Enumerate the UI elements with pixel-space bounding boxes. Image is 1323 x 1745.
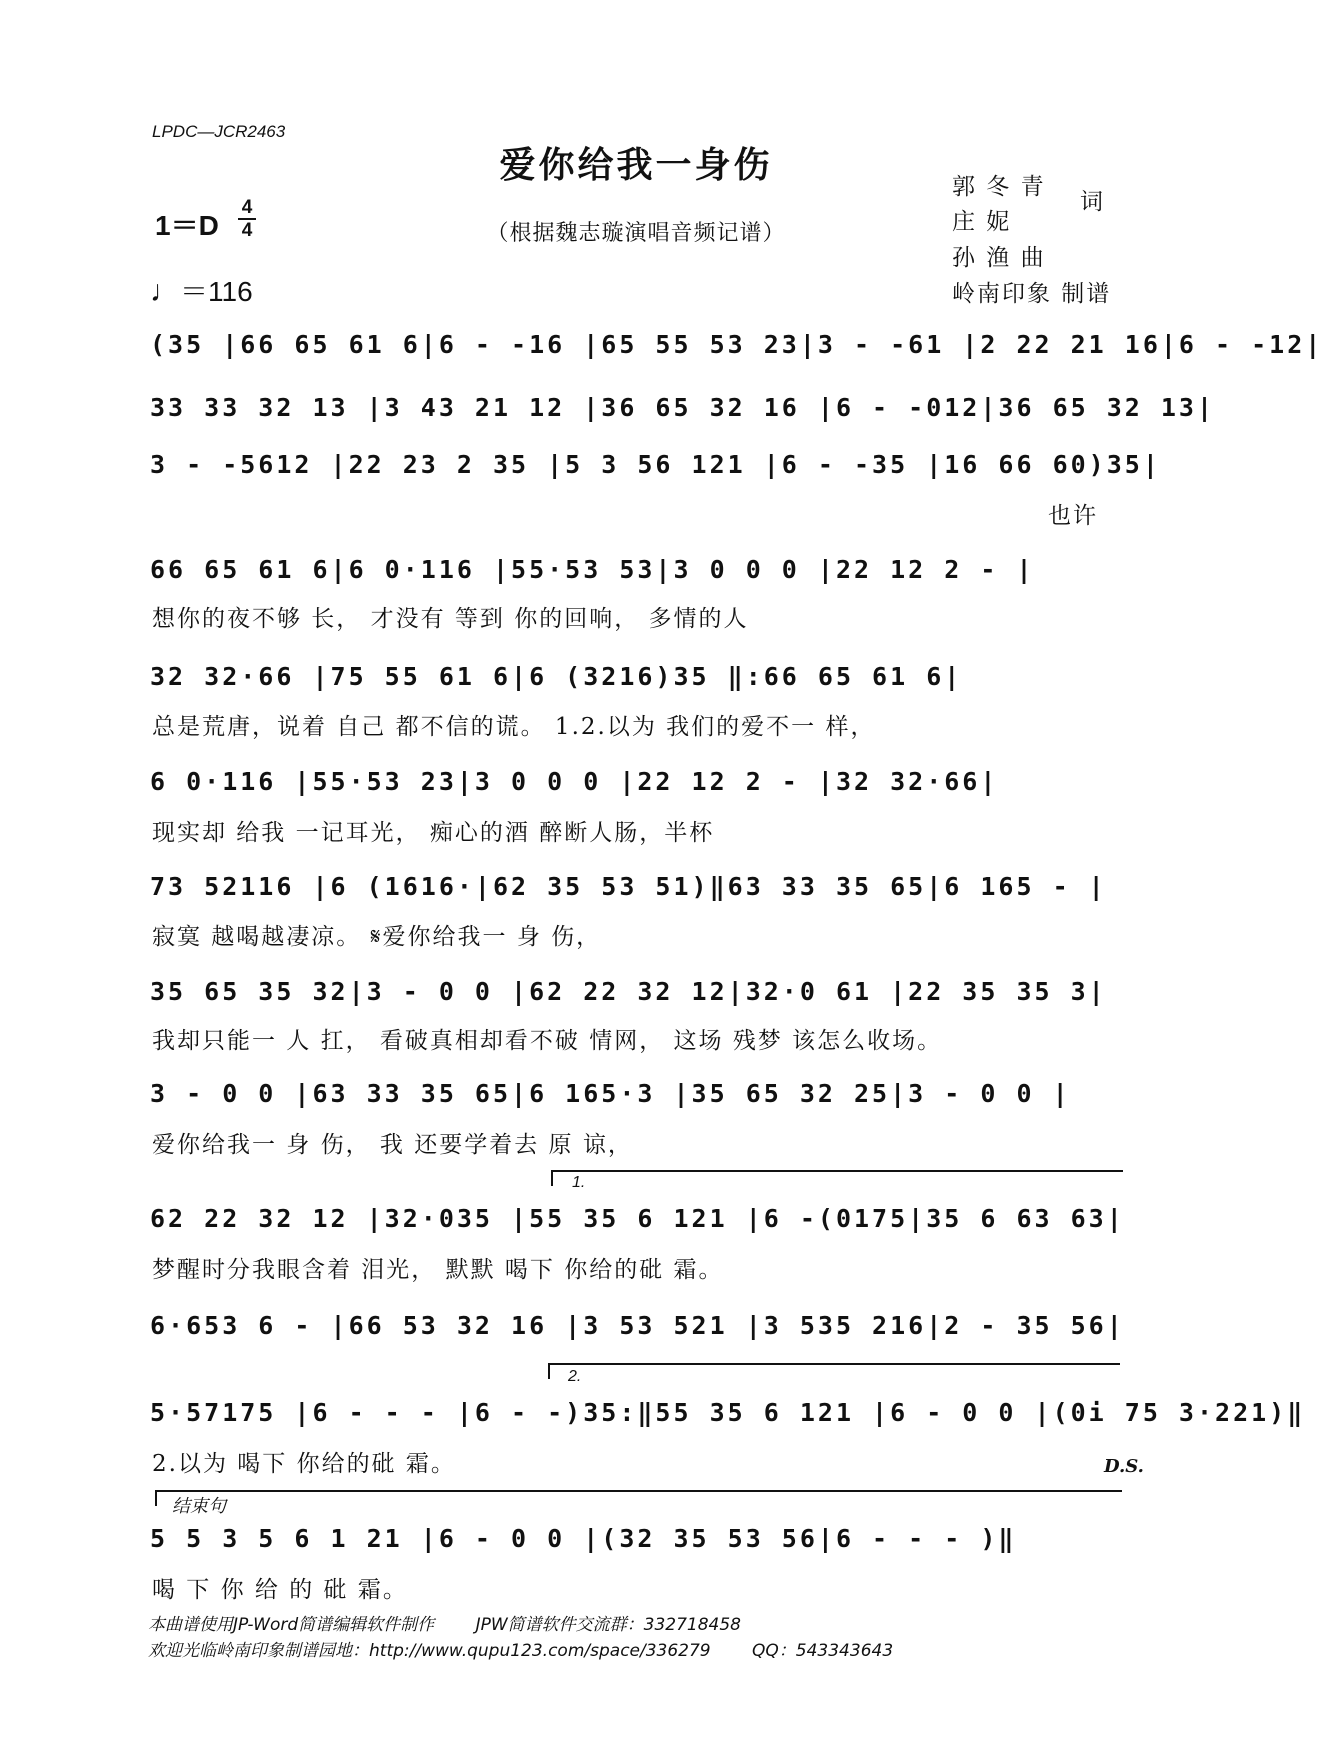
volta-1-label: 1. [572,1174,586,1191]
lyric-line-13: 喝 下 你 给 的 砒 霜。 [152,1577,408,1603]
notation-line-9: 3 - 0 0 |63 33 35 65|6 165·3 |35 65 32 25|3 - 0 0 | [150,1079,1071,1108]
lyric-line-12: 2.以为 喝下 你给的砒 霜。 [152,1451,456,1477]
time-signature-top: 4 [241,197,253,218]
lyricist: 郭 冬 青 [952,174,1046,200]
notation-line-10: 62 22 32 12 |32·035 |55 35 6 121 |6 -(0175|35 6 63 63| [150,1204,1125,1233]
ending-bracket [155,1490,1122,1506]
lyric-line-3: 也许 [1048,503,1098,529]
lyric-line-10: 梦醒时分我眼含着 泪光， 默默 喝下 你给的砒 霜。 [152,1257,724,1283]
notation-line-8: 35 65 35 32|3 - 0 0 |62 22 32 12|32·0 61 |22 35 35 3| [150,977,1107,1006]
score-code: LPDC—JCR2463 [152,122,286,141]
song-subtitle: （根据魏志璇演唱音频记谱） [486,221,786,246]
tempo-marking [150,270,253,310]
lyric-line-9: 爱你给我一 身 伤， 我 还要学着去 原 谅， [152,1132,633,1158]
key-signature: 1＝D [155,210,219,241]
lyric-role: 词 [1080,189,1105,215]
notation-line-3: 3 - -5612 |22 23 2 35 |5 3 56 121 |6 - -35 |16 66 60)35| [150,450,1161,479]
qq-group-note: JPW简谱软件交流群：332718458 [475,1615,741,1635]
notation-line-1: (35 |66 65 61 6|6 - -16 |65 55 53 23|3 - -61 |2 22 21 16|6 - -12| [150,330,1323,359]
notation-line-7: 73 52116 |6 (1616·|62 35 53 51)‖63 33 35 65|6 165 - | [150,872,1107,901]
dal-segno-marking: D.S. [1104,1456,1144,1477]
lyric-line-8: 我却只能一 人 扛， 看破真相却看不破 情网， 这场 残梦 该怎么收场。 [152,1028,943,1054]
arranger: 岭南印象 制谱 [952,281,1112,307]
notation-line-13: 5 5 3 5 6 1 21 |6 - 0 0 |(32 35 53 56|6 - - - )‖ [150,1524,1017,1553]
software-note: 本曲谱使用JP-Word简谱编辑软件制作 [148,1615,435,1635]
notation-line-2: 33 33 32 13 |3 43 21 12 |36 65 32 16 |6 - -012|36 65 32 13| [150,393,1216,422]
volta-bracket-2 [548,1363,1120,1379]
time-signature [238,198,256,240]
lyricist-2: 庄 妮 [952,209,1012,235]
website-note: 欢迎光临岭南印象制谱园地：http://www.qupu123.com/space/336279 [148,1641,711,1661]
time-signature-bottom: 4 [241,220,253,241]
lyric-line-5: 总是荒唐，说着 自己 都不信的谎。 1.2.以为 我们的爱不一 样， [152,714,876,740]
song-title: 爱你给我一身伤 [499,144,773,186]
qq-contact: QQ：543343643 [752,1641,894,1661]
notation-line-11: 6·653 6 - |66 53 32 16 |3 53 521 |3 535 216|2 - 35 56| [150,1311,1125,1340]
quarter-note-icon: ♩ [150,275,180,308]
lyric-line-7: 寂寞 越喝越凄凉。 𝄋爱你给我一 身 伤， [152,924,602,950]
notation-line-12: 5·57175 |6 - - - |6 - -)35:‖55 35 6 121 |6 - 0 0 |(0i 75 3·221)‖ [150,1398,1306,1427]
notation-line-6: 6 0·116 |55·53 23|3 0 0 0 |22 12 2 - |32 32·66| [150,767,999,796]
composer: 孙 渔 曲 [952,245,1046,271]
footer-line-1 [148,1610,777,1635]
volta-2-label: 2. [568,1368,582,1385]
lyric-line-6: 现实却 给我 一记耳光， 痴心的酒 醉断人肠，半杯 [152,820,715,846]
notation-line-5: 32 32·66 |75 55 61 6|6 (3216)35 ‖:66 65 61 6| [150,662,963,691]
volta-bracket-1 [551,1170,1123,1186]
footer-line-2 [148,1636,929,1661]
lyric-line-4: 想你的夜不够 长， 才没有 等到 你的回响， 多情的人 [152,606,749,632]
notation-line-4: 66 65 61 6|6 0·116 |55·53 53|3 0 0 0 |22 12 2 - | [150,555,1035,584]
ending-label: 结束句 [172,1496,226,1517]
tempo-value: ＝116 [180,276,253,307]
